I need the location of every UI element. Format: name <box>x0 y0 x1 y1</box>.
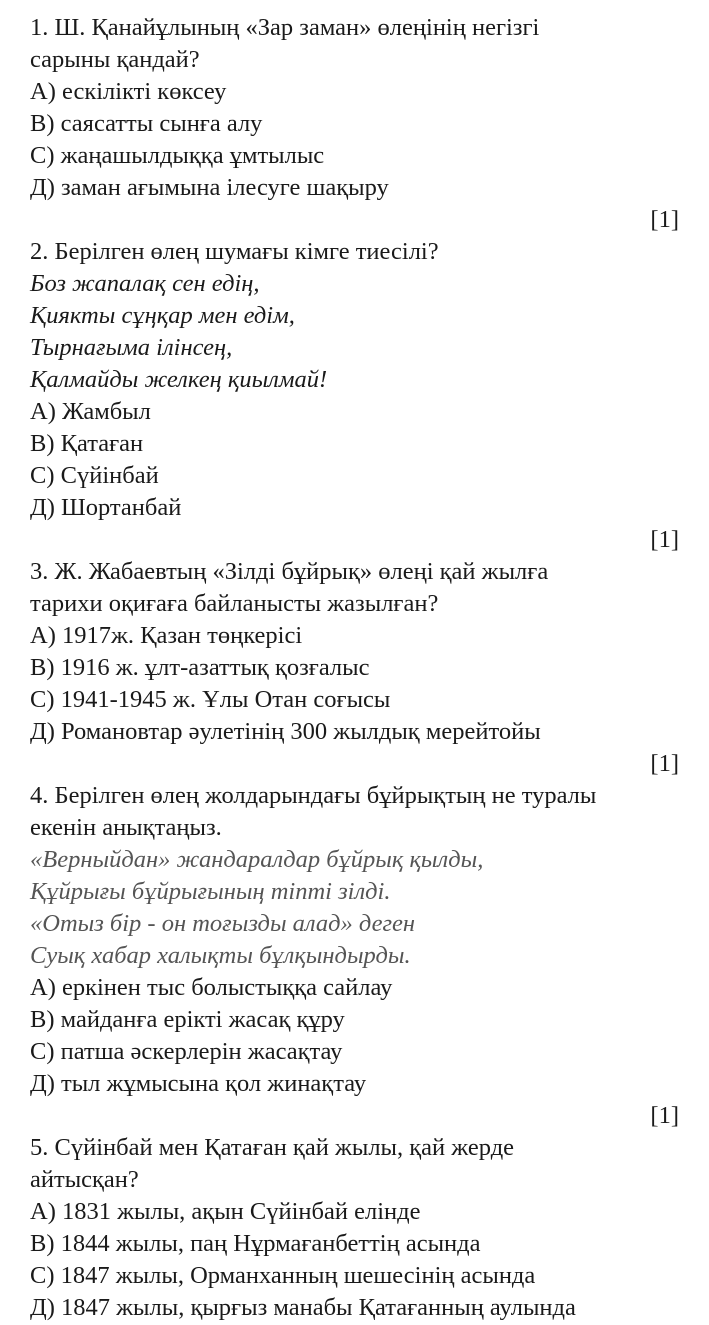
answer-option-a: А) ескілікті көксеу <box>30 78 227 105</box>
question-3 <box>0 556 709 780</box>
mark-label: [1] <box>650 206 679 233</box>
mark-label: [1] <box>650 1102 679 1129</box>
question-stem: екенін анықтаңыз. <box>30 814 222 841</box>
question-stem: тарихи оқиғаға байланысты жазылған? <box>30 590 439 617</box>
question-stem: 5. Сүйінбай мен Қатаған қай жылы, қай жерде <box>30 1134 515 1161</box>
verse-line: Құйрығы бұйрығының тіпті зілді. <box>30 878 391 905</box>
answer-option-b: В) 1844 жылы, паң Нұрмағанбеттің асында <box>30 1230 481 1257</box>
answer-option-a: А) Жамбыл <box>30 398 151 425</box>
question-stem: 1. Ш. Қанайұлының «Зар заман» өлеңінің негізгі <box>30 14 540 41</box>
verse-line: Тырнағыма ілінсең, <box>30 334 233 361</box>
answer-option-c: С) 1847 жылы, Орманханның шешесінің асында <box>30 1262 536 1289</box>
answer-option-d: Д) 1847 жылы, қырғыз манабы Қатағанның аулында <box>30 1294 576 1321</box>
question-stem: сарыны қандай? <box>30 46 200 73</box>
answer-option-a: А) еркінен тыс болыстыққа сайлау <box>30 974 393 1001</box>
question-stem: 2. Берілген өлең шумағы кімге тиесілі? <box>30 238 439 265</box>
answer-option-d: Д) тыл жұмысына қол жинақтау <box>30 1070 367 1097</box>
question-stem: 3. Ж. Жабаевтың «Зілді бұйрық» өлеңі қай жылға <box>30 558 549 585</box>
answer-option-a: А) 1917ж. Қазан төңкерісі <box>30 622 303 649</box>
answer-option-c: С) Сүйінбай <box>30 462 159 489</box>
answer-option-d: Д) Шортанбай <box>30 494 182 521</box>
verse-line: «Отыз бір - он тоғызды алад» деген <box>30 910 416 937</box>
answer-option-c: С) жаңашылдыққа ұмтылыс <box>30 142 325 169</box>
question-stem: 4. Берілген өлең жолдарындағы бұйрықтың не туралы <box>30 782 597 809</box>
verse-line: Қалмайды желкең қиылмай! <box>30 366 328 393</box>
answer-option-a: А) 1831 жылы, ақын Сүйінбай елінде <box>30 1198 421 1225</box>
question-2 <box>0 236 709 556</box>
answer-option-b: В) Қатаған <box>30 430 144 457</box>
answer-option-b: В) 1916 ж. ұлт-азаттық қозғалыс <box>30 654 370 681</box>
question-stem: айтысқан? <box>30 1166 139 1193</box>
answer-option-b: В) саясатты сынға алу <box>30 110 263 137</box>
verse-line: Қиякты сұңқар мен едім, <box>30 302 295 329</box>
question-4 <box>0 780 709 1132</box>
answer-option-c: С) 1941-1945 ж. Ұлы Отан соғысы <box>30 686 391 713</box>
mark-label: [1] <box>650 526 679 553</box>
question-5 <box>0 1132 709 1324</box>
verse-line: Боз жапалақ сен едің, <box>30 270 260 297</box>
answer-option-d: Д) Романовтар әулетінің 300 жылдық мерейтойы <box>30 718 541 745</box>
verse-line: «Верныйдан» жандаралдар бұйрық қылды, <box>30 846 484 873</box>
answer-option-b: В) майданға ерікті жасақ құру <box>30 1006 345 1033</box>
question-1 <box>0 12 709 236</box>
verse-line: Суық хабар халықты бұлқындырды. <box>30 942 411 969</box>
mark-label: [1] <box>650 750 679 777</box>
answer-option-d: Д) заман ағымына ілесуге шақыру <box>30 174 389 201</box>
answer-option-c: С) патша әскерлерін жасақтау <box>30 1038 343 1065</box>
